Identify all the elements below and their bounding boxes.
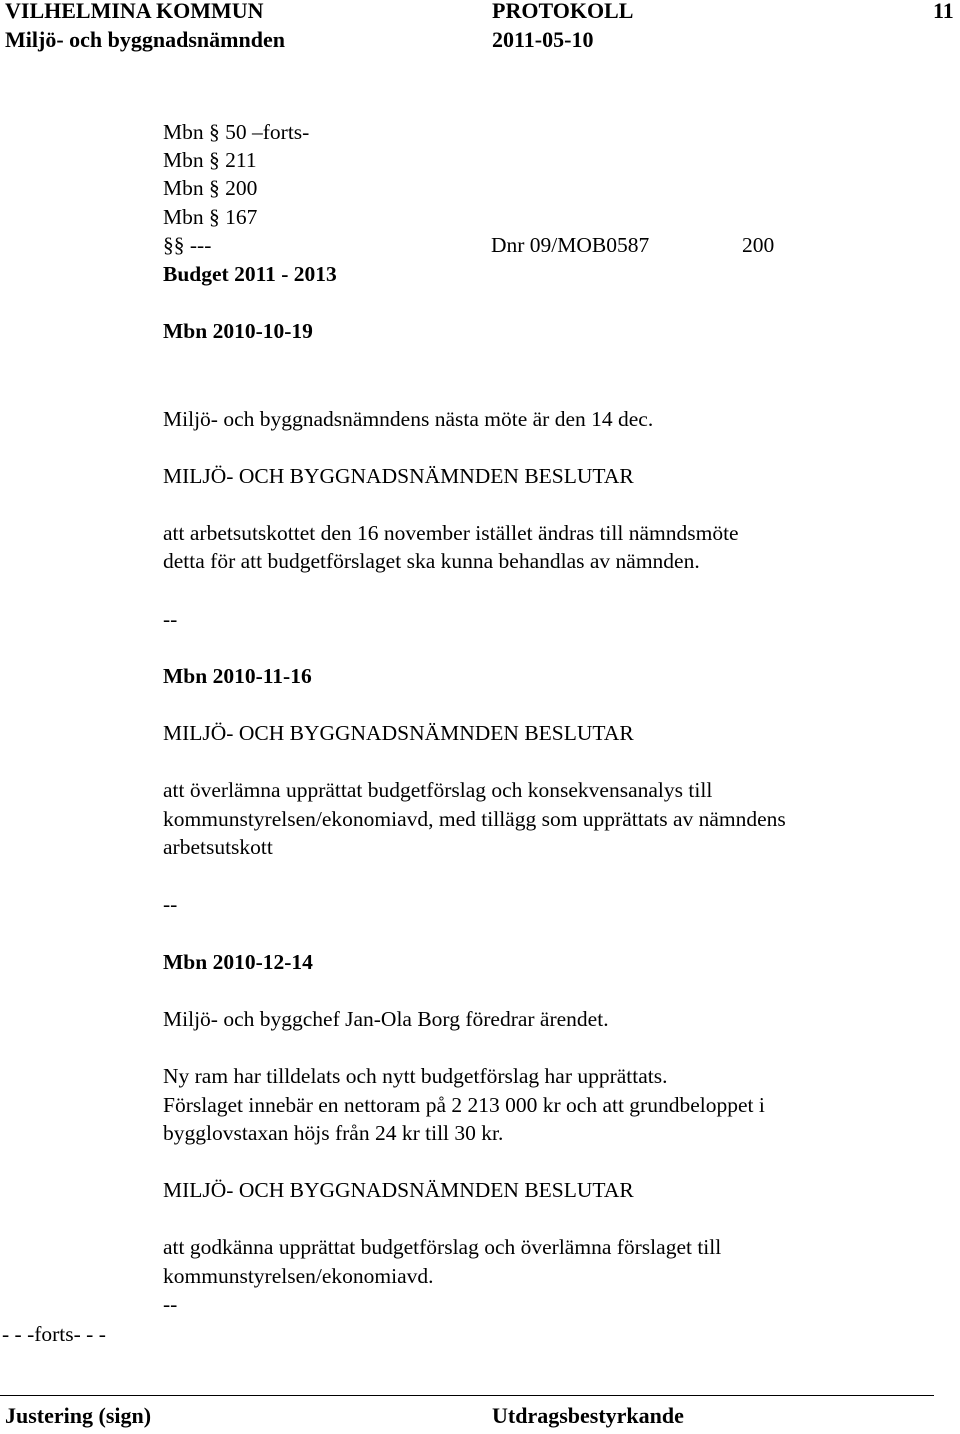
paragraph-ref-2 <box>163 146 257 175</box>
section-heading-1: Mbn 2010-10-19 <box>163 319 313 343</box>
decision-line: kommunstyrelsen/ekonomiavd. <box>163 1264 434 1288</box>
dnr-number: Dnr 09/MOB0587 <box>491 233 650 257</box>
paragraph-ref-3 <box>163 174 257 203</box>
mbn-label: Mbn <box>163 205 204 229</box>
section-sign: § <box>209 205 220 229</box>
paragraph-number: 50 <box>225 120 247 144</box>
paragraph-ref-dash-line <box>163 231 211 260</box>
paragraph-number: 211 <box>225 148 257 172</box>
mbn-label: Mbn <box>163 148 204 172</box>
section-sign: § <box>209 148 220 172</box>
header-date: 2011-05-10 <box>492 27 594 52</box>
header-page-number: 11 <box>933 0 954 23</box>
document-title: Budget 2011 - 2013 <box>163 262 337 286</box>
section-text-3: Miljö- och byggchef Jan-Ola Borg föredrar ärendet. <box>163 1007 609 1031</box>
header-body-name: Miljö- och byggnadsnämnden <box>5 27 285 52</box>
footer-rule <box>0 1395 934 1396</box>
decision-line: arbetsutskott <box>163 835 273 859</box>
footer-justering: Justering (sign) <box>5 1403 152 1428</box>
decision-label-2: MILJÖ- OCH BYGGNADSNÄMNDEN BESLUTAR <box>163 721 634 745</box>
section-sign: § <box>209 120 220 144</box>
section-heading-2: Mbn 2010-11-16 <box>163 664 312 688</box>
header-org: VILHELMINA KOMMUN <box>5 0 264 23</box>
section-sign: § <box>209 176 220 200</box>
decision-line: att arbetsutskottet den 16 november istället ändras till nämndsmöte <box>163 521 739 545</box>
paragraph-ref-4 <box>163 203 257 232</box>
dnr-code: 200 <box>742 233 775 257</box>
header-doc-type: PROTOKOLL <box>492 0 634 23</box>
mbn-label: Mbn <box>163 120 204 144</box>
paragraph-ref-1 <box>163 118 309 147</box>
section-end-marker-1: -- <box>163 607 178 631</box>
section-sign: § <box>163 233 174 257</box>
section-end-marker-2: -- <box>163 892 178 916</box>
text-line: bygglovstaxan höjs från 24 kr till 30 kr. <box>163 1121 504 1145</box>
section-end-marker-3: -- <box>163 1292 178 1316</box>
decision-line: att godkänna upprättat budgetförslag och överlämna förslaget till <box>163 1235 722 1259</box>
paragraph-number: 167 <box>225 205 258 229</box>
decision-label-3: MILJÖ- OCH BYGGNADSNÄMNDEN BESLUTAR <box>163 1178 634 1202</box>
section-sign: § <box>173 233 185 257</box>
section-text-1: Miljö- och byggnadsnämndens nästa möte är den 14 dec. <box>163 407 654 431</box>
decision-line: detta för att budgetförslaget ska kunna behandlas av nämnden. <box>163 549 700 573</box>
paragraph-number: 200 <box>225 176 258 200</box>
footer-utdrag: Utdragsbestyrkande <box>492 1403 684 1428</box>
paragraph-suffix: –forts- <box>252 120 310 144</box>
text-line: Förslaget innebär en nettoram på 2 213 000 kr och att grundbeloppet i <box>163 1093 765 1117</box>
mbn-label: Mbn <box>163 176 204 200</box>
section-heading-3: Mbn 2010-12-14 <box>163 950 313 974</box>
decision-label-1: MILJÖ- OCH BYGGNADSNÄMNDEN BESLUTAR <box>163 464 634 488</box>
decision-line: kommunstyrelsen/ekonomiavd, med tillägg som upprättats av nämndens <box>163 807 786 831</box>
dash-marker: --- <box>189 233 212 257</box>
decision-line: att överlämna upprättat budgetförslag och konsekvensanalys till <box>163 778 713 802</box>
continued-marker: - - -forts- - - <box>2 1322 106 1346</box>
text-line: Ny ram har tilldelats och nytt budgetförslag har upprättats. <box>163 1064 668 1088</box>
